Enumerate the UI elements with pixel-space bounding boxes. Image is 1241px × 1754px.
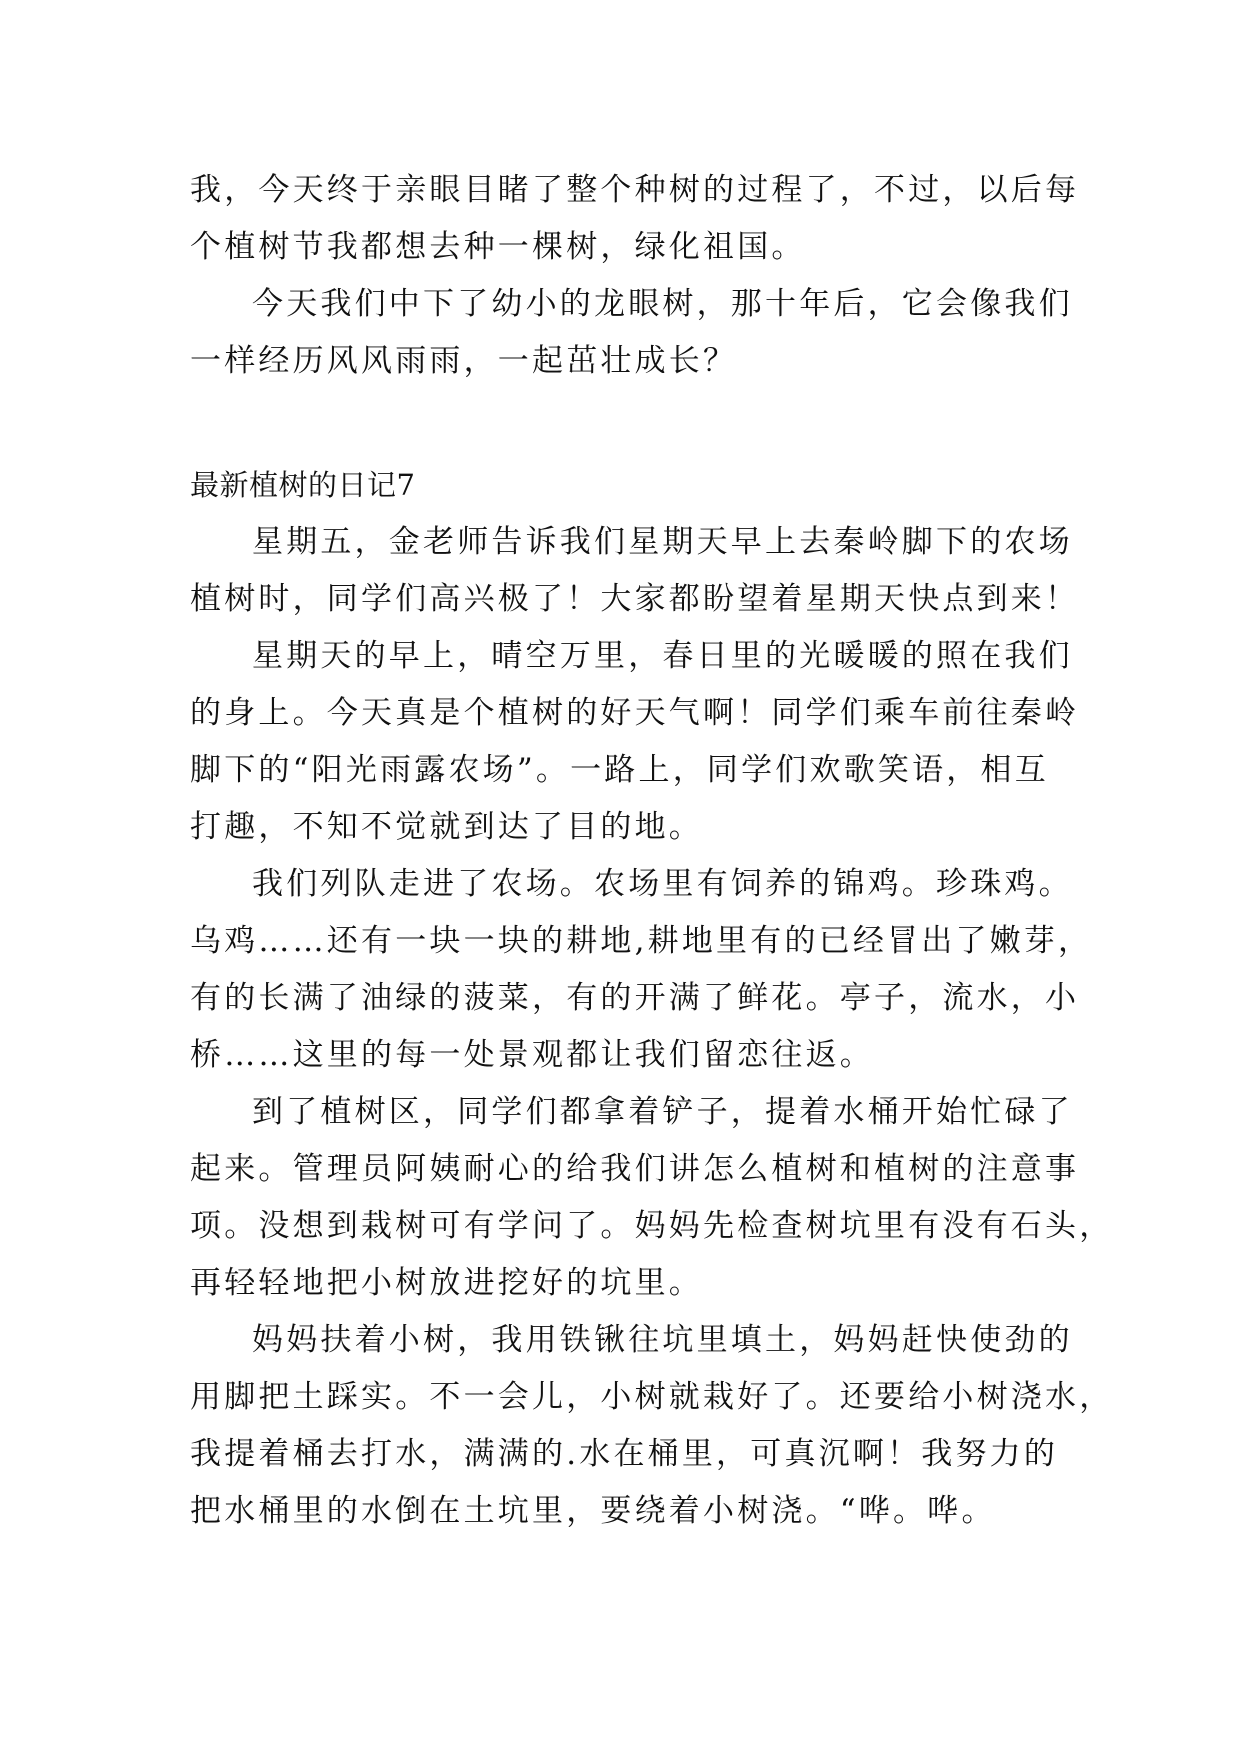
paragraph-3-line-2: 植树时，同学们高兴极了！大家都盼望着星期天快点到来！	[190, 581, 1080, 617]
paragraph-6-line-3: 项。没想到栽树可有学问了。妈妈先检查树坑里有没有石头，	[190, 1208, 1114, 1244]
paragraph-4-line-1: 星期天的早上，晴空万里，春日里的光暖暖的照在我们	[252, 638, 1073, 674]
paragraph-5-line-4: 桥……这里的每一处景观都让我们留恋往返。	[190, 1037, 874, 1073]
paragraph-6-line-4: 再轻轻地把小树放进挖好的坑里。	[190, 1265, 703, 1301]
paragraph-4-line-4: 打趣，不知不觉就到达了目的地。	[190, 809, 703, 845]
section-title: 最新植树的日记7	[190, 468, 416, 502]
paragraph-7-line-2: 用脚把土踩实。不一会儿，小树就栽好了。还要给小树浇水，	[190, 1379, 1114, 1415]
paragraph-6-line-2: 起来。管理员阿姨耐心的给我们讲怎么植树和植树的注意事	[190, 1151, 1080, 1187]
paragraph-5-line-1: 我们列队走进了农场。农场里有饲养的锦鸡。珍珠鸡。	[252, 866, 1073, 902]
paragraph-5-line-2: 乌鸡……还有一块一块的耕地,耕地里有的已经冒出了嫩芽，	[190, 923, 1093, 959]
paragraph-3-line-1: 星期五，金老师告诉我们星期天早上去秦岭脚下的农场	[252, 524, 1073, 560]
paragraph-7-line-3: 我提着桶去打水，满满的.水在桶里，可真沉啊！我努力的	[190, 1436, 1059, 1472]
paragraph-6-line-1: 到了植树区，同学们都拿着铲子，提着水桶开始忙碌了	[252, 1094, 1073, 1130]
paragraph-4-line-2: 的身上。今天真是个植树的好天气啊！同学们乘车前往秦岭	[190, 695, 1080, 731]
paragraph-1-line-2: 个植树节我都想去种一棵树，绿化祖国。	[190, 229, 806, 265]
paragraph-4-line-3: 脚下的“阳光雨露农场”。一路上，同学们欢歌笑语，相互	[190, 752, 1049, 788]
paragraph-7-line-1: 妈妈扶着小树，我用铁锹往坑里填土，妈妈赶快使劲的	[252, 1322, 1073, 1358]
paragraph-2-line-2: 一样经历风风雨雨，一起茁壮成长？	[190, 343, 738, 379]
paragraph-1-line-1: 我，今天终于亲眼目睹了整个种树的过程了，不过，以后每	[190, 172, 1080, 208]
paragraph-2-line-1: 今天我们中下了幼小的龙眼树，那十年后，它会像我们	[252, 286, 1073, 322]
paragraph-5-line-3: 有的长满了油绿的菠菜，有的开满了鲜花。亭子，流水，小	[190, 980, 1080, 1016]
paragraph-7-line-4: 把水桶里的水倒在土坑里，要绕着小树浇。“哗。哗。	[190, 1493, 996, 1529]
